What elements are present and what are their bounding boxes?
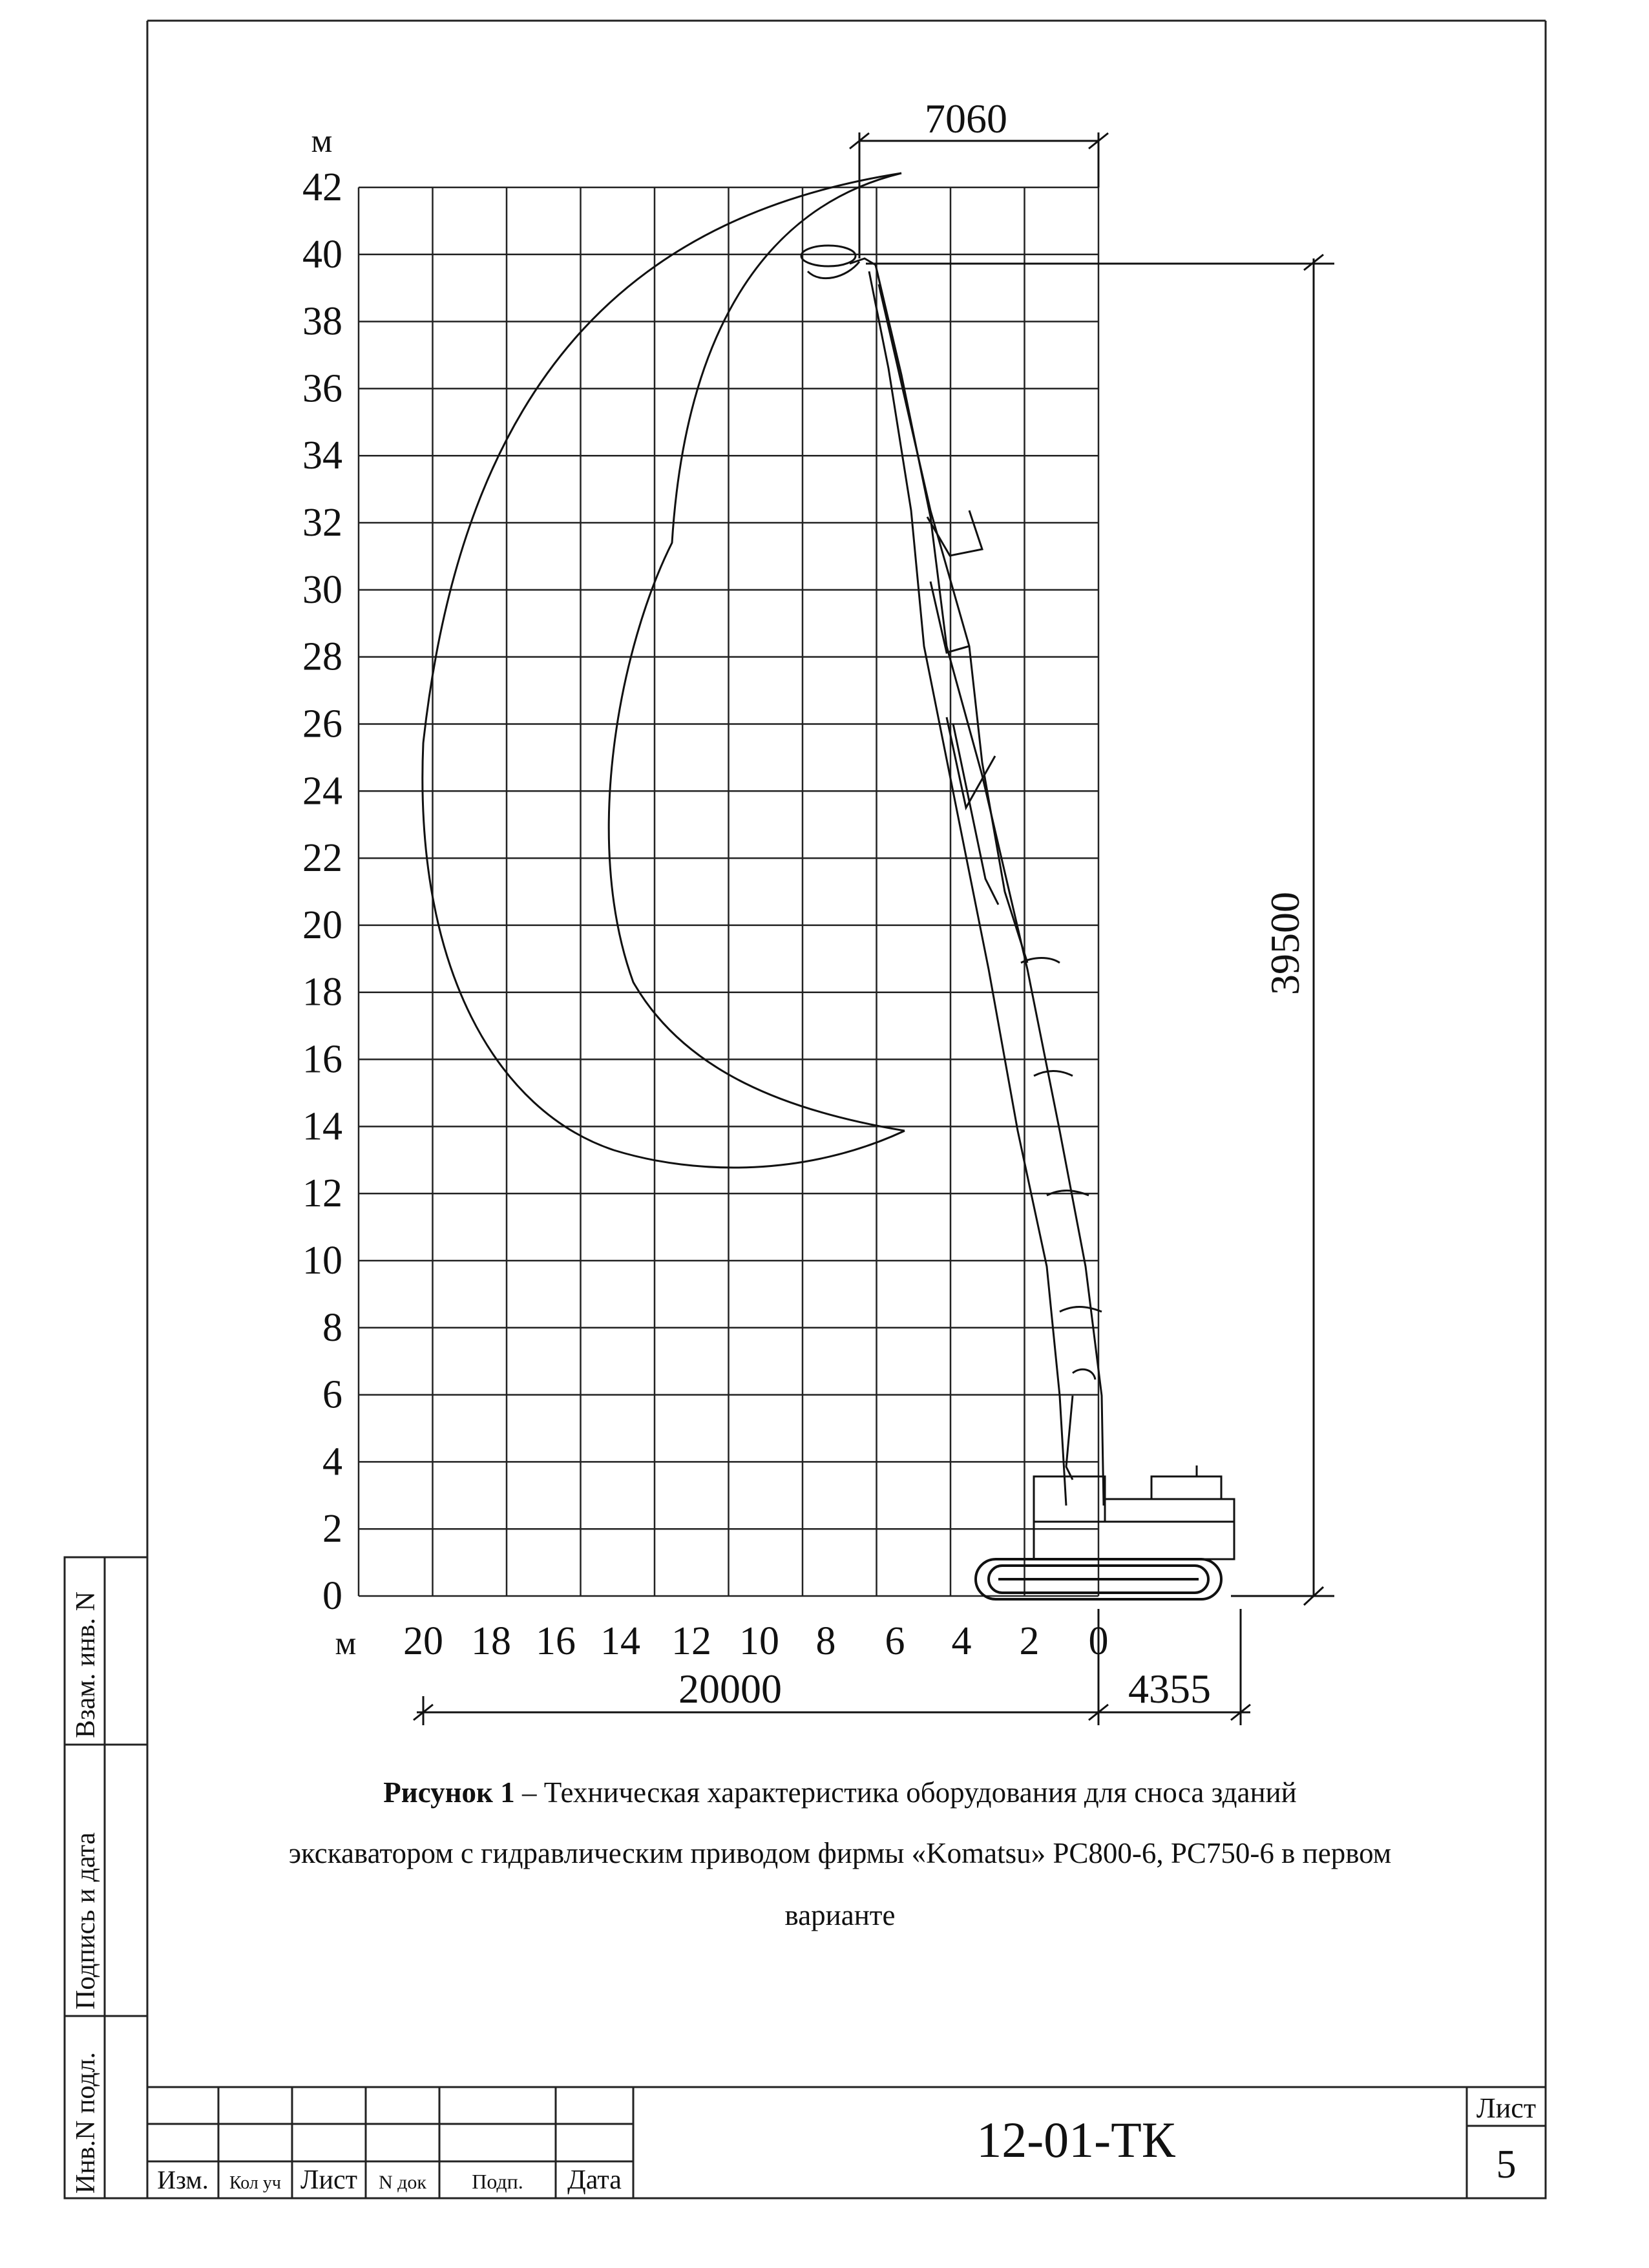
y-tick-label: 26	[302, 702, 342, 746]
sheet-number: 5	[1496, 2143, 1517, 2187]
crawler-tracks	[976, 1559, 1221, 1599]
y-tick-label: 38	[302, 299, 342, 344]
x-axis-unit: м	[335, 1625, 357, 1662]
sheet-frame	[65, 21, 1546, 2198]
y-tick-label: 2	[322, 1507, 342, 1551]
y-tick-label: 18	[302, 970, 342, 1014]
title-block-header-cell: Кол уч	[229, 2173, 281, 2193]
x-tick-label: 8	[815, 1619, 836, 1663]
side-stamp-original-inv: Инв.N подл.	[71, 2052, 101, 2194]
dim-max-height: 39500	[1262, 892, 1308, 995]
y-tick-label: 10	[302, 1238, 342, 1283]
figure-number: Рисунок 1	[383, 1776, 515, 1809]
sheet-label: Лист	[1476, 2092, 1537, 2124]
x-tick-label: 12	[671, 1619, 711, 1663]
document-code: 12-01-ТК	[976, 2112, 1175, 2168]
y-tick-label: 6	[322, 1372, 342, 1417]
side-stamp-replacement-inv: Взам. инв. N	[71, 1591, 101, 1738]
y-tick-label: 12	[302, 1171, 342, 1216]
dim-max-reach: 20000	[678, 1666, 782, 1712]
y-tick-label: 40	[302, 232, 342, 277]
y-tick-label: 20	[302, 903, 342, 947]
caption-dash: –	[514, 1776, 544, 1809]
x-tick-label: 18	[471, 1619, 511, 1663]
dimension-lines	[414, 132, 1334, 1725]
title-block-header-cell: Дата	[567, 2165, 622, 2195]
title-block-header-cell: Лист	[300, 2165, 357, 2195]
y-axis-unit: м	[311, 123, 333, 160]
y-tick-label: 16	[302, 1037, 342, 1082]
dim-boom-offset: 7060	[925, 96, 1007, 142]
y-tick-label: 30	[302, 567, 342, 612]
demolition-boom	[850, 258, 1104, 1506]
caption-text-1: Техническая характеристика оборудования для сноса зданий	[543, 1776, 1297, 1809]
x-axis-ticks	[403, 1619, 1109, 1663]
x-tick-label: 0	[1088, 1619, 1109, 1663]
y-tick-label: 42	[302, 165, 342, 209]
figure-caption-line2	[149, 1836, 1531, 1870]
caption-text-3: варианте	[784, 1899, 896, 1931]
side-stamp-signature-date: Подпись и дата	[71, 1832, 101, 2010]
x-tick-label: 16	[536, 1619, 576, 1663]
y-tick-label: 8	[322, 1305, 342, 1350]
x-tick-label: 4	[951, 1619, 972, 1663]
x-tick-label: 2	[1019, 1619, 1040, 1663]
y-tick-label: 4	[322, 1440, 342, 1484]
y-tick-label: 32	[302, 501, 342, 545]
y-tick-label: 28	[302, 635, 342, 679]
x-tick-label: 6	[885, 1619, 905, 1663]
figure-caption-line1	[149, 1776, 1531, 1809]
y-axis-ticks	[302, 165, 342, 1618]
y-tick-label: 22	[302, 836, 342, 881]
title-block-header-cell: Подп.	[472, 2170, 523, 2193]
figure-caption-line3	[149, 1898, 1531, 1932]
y-tick-label: 0	[322, 1574, 342, 1618]
x-tick-label: 20	[403, 1619, 443, 1663]
x-tick-label: 14	[600, 1619, 640, 1663]
inner-reach-curve	[609, 173, 905, 1131]
title-block-headers	[157, 2165, 622, 2195]
x-tick-label: 10	[739, 1619, 779, 1663]
title-block-header-cell: N док	[378, 2172, 427, 2193]
dim-rear-length: 4355	[1128, 1666, 1211, 1712]
reach-grid	[359, 187, 1098, 1596]
y-tick-label: 34	[302, 434, 342, 478]
caption-text-2: экскаватором с гидравлическим приводом фирмы «Komatsu» PC800-6, PC750-6 в первом	[288, 1837, 1392, 1869]
y-tick-label: 14	[302, 1104, 342, 1149]
title-block-header-cell: Изм.	[157, 2165, 209, 2194]
y-tick-label: 36	[302, 366, 342, 411]
y-tick-label: 24	[302, 769, 342, 814]
